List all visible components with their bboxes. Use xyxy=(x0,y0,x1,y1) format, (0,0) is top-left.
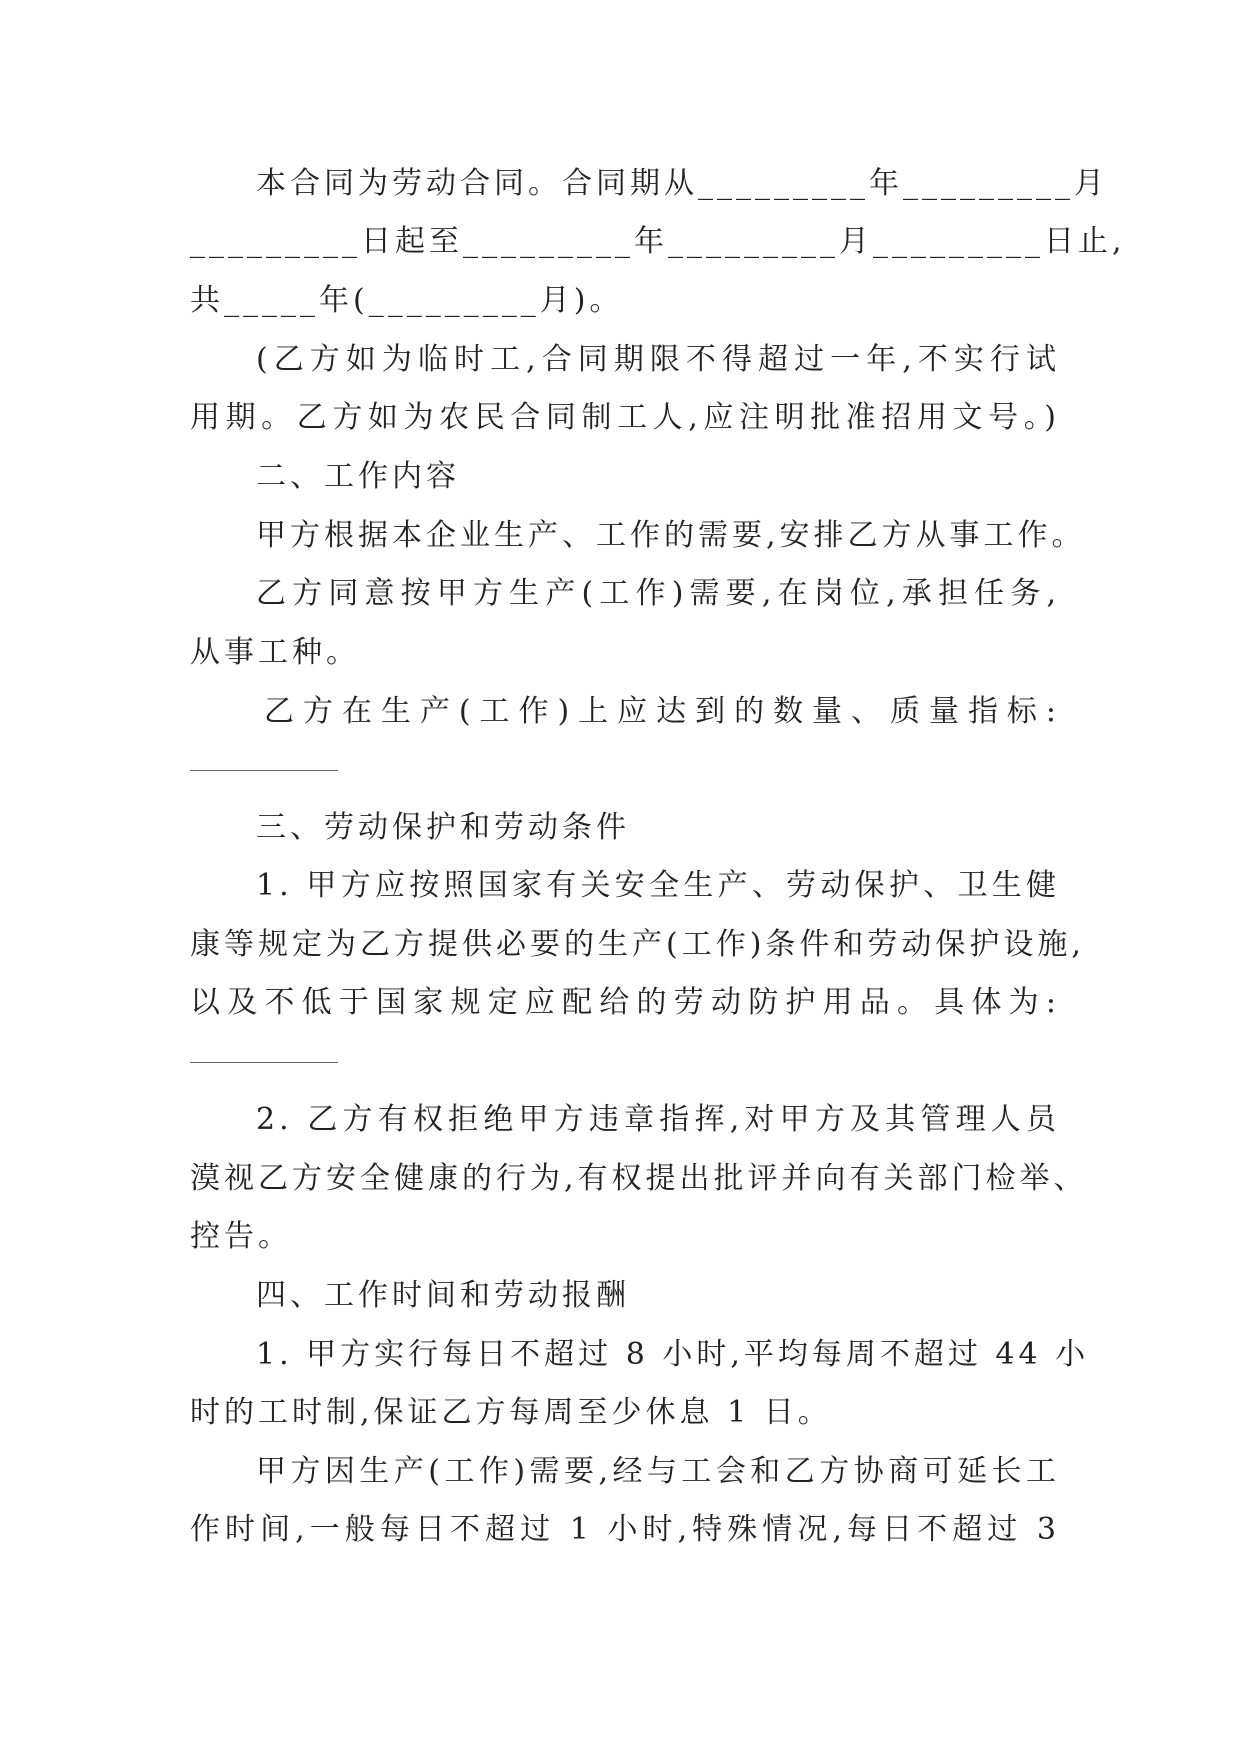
section-heading-labor-protection: 三、劳动保护和劳动条件 xyxy=(256,810,630,845)
labor-protection-item-1-line-1: 1. 甲方应按照国家有关安全生产、劳动保护、卫生健 xyxy=(256,868,1060,903)
hours-item-1-line-2: 时的工时制,保证乙方每周至少休息 1 日。 xyxy=(190,1395,832,1430)
section-heading-hours-pay: 四、工作时间和劳动报酬 xyxy=(256,1278,630,1313)
quality-target-blank xyxy=(190,770,338,771)
overtime-paragraph-line-2: 作时间,一般每日不超过 1 小时,特殊情况,每日不超过 3 xyxy=(190,1512,1060,1547)
labor-protection-item-2-line-3: 控告。 xyxy=(190,1219,292,1254)
work-content-paragraph-2-line-1: 乙方同意按甲方生产(工作)需要,在岗位,承担任务, xyxy=(256,576,1060,611)
labor-protection-item-1-line-2: 康等规定为乙方提供必要的生产(工作)条件和劳动保护设施, xyxy=(190,927,1085,962)
labor-protection-item-2-line-1: 2. 乙方有权拒绝甲方违章指挥,对甲方及其管理人员 xyxy=(256,1102,1060,1137)
section-heading-work-content: 二、工作内容 xyxy=(256,459,460,494)
protective-equipment-blank xyxy=(190,1062,338,1063)
hours-item-1-line-1: 1. 甲方实行每日不超过 8 小时,平均每周不超过 44 小 xyxy=(256,1337,1090,1372)
quality-target-line: 乙方在生产(工作)上应达到的数量、质量指标: xyxy=(264,694,1060,729)
contract-term-line-2: _________日起至_________年_________月_________日止, xyxy=(190,224,1126,259)
work-content-paragraph-1: 甲方根据本企业生产、工作的需要,安排乙方从事工作。 xyxy=(256,518,1086,553)
contract-term-line-1: 本合同为劳动合同。合同期从_________年_________月 xyxy=(256,166,1108,201)
temp-worker-note-line-2: 用期。乙方如为农民合同制工人,应注明批准招用文号。) xyxy=(190,400,1060,435)
temp-worker-note-line-1: (乙方如为临时工,合同期限不得超过一年,不实行试 xyxy=(256,342,1060,377)
labor-protection-item-1-line-3: 以及不低于国家规定应配给的劳动防护用品。具体为: xyxy=(190,985,1060,1020)
overtime-paragraph-line-1: 甲方因生产(工作)需要,经与工会和乙方协商可延长工 xyxy=(256,1454,1060,1489)
contract-term-line-3: 共_____年(_________月)。 xyxy=(190,283,624,318)
work-content-paragraph-2-line-2: 从事工种。 xyxy=(190,635,360,670)
labor-protection-item-2-line-2: 漠视乙方安全健康的行为,有权提出批评并向有关部门检举、 xyxy=(190,1161,1088,1196)
